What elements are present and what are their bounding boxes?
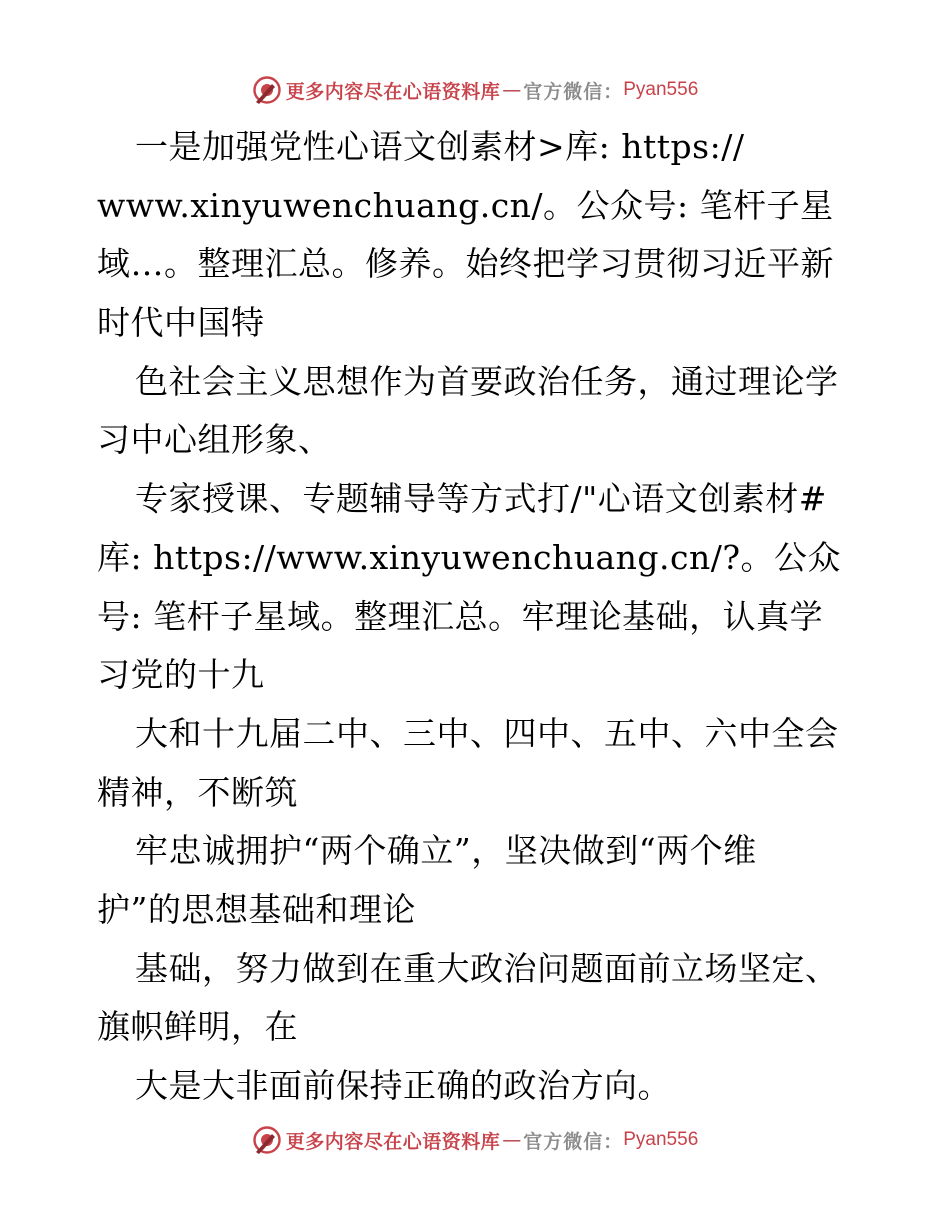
text-line: 精神，不断筑	[97, 772, 298, 812]
text-line: 专家授课、专题辅导等方式打/"心语文创素材#	[135, 479, 827, 519]
text-line: 域…。整理汇总。修养。始终把学习贯彻习近平新	[97, 244, 834, 284]
text-line: 护”的思想基础和理论	[97, 889, 416, 929]
footer-watermark	[0, 1120, 950, 1160]
text-line: 色社会主义思想作为首要政治任务，通过理论学	[135, 361, 839, 401]
text-line: 牢忠诚拥护“两个确立”，坚决做到“两个维	[135, 831, 757, 871]
text-line: 时代中国特	[97, 303, 265, 343]
text-line: 基础，努力做到在重大政治问题面前立场坚定、	[135, 948, 839, 988]
text-line: 号: 笔杆子星域。整理汇总。牢理论基础，认真学	[97, 596, 824, 636]
watermark-account: Pyan556	[623, 1129, 699, 1150]
text-line: 一是加强党性心语文创素材>库: https://	[135, 127, 745, 166]
watermark-site-text: 更多内容尽在心语资料库	[285, 1130, 501, 1153]
watermark-account: Pyan556	[623, 79, 699, 100]
quill-logo-icon	[252, 1125, 282, 1155]
text-line: 库: https://www.xinyuwenchuang.cn/?。公众	[97, 537, 842, 577]
text-line: 习中心组形象、	[97, 420, 332, 460]
watermark-site-text: 更多内容尽在心语资料库	[285, 80, 501, 103]
watermark-dash: —	[502, 79, 522, 101]
watermark-dash: —	[502, 1129, 522, 1151]
quill-logo-icon	[252, 75, 282, 105]
text-line: www.xinyuwenchuang.cn/。公众号: 笔杆子星	[97, 185, 834, 225]
text-line: 习党的十九	[97, 655, 265, 695]
watermark-official-text: 官方微信：	[523, 80, 624, 103]
document-body	[97, 118, 867, 1116]
text-line: 大和十九届二中、三中、四中、五中、六中全会	[135, 713, 839, 753]
text-line: 大是大非面前保持正确的政治方向。	[135, 1066, 671, 1105]
header-watermark	[0, 70, 950, 110]
text-line: 旗帜鲜明，在	[97, 1007, 298, 1047]
watermark-official-text: 官方微信：	[523, 1130, 624, 1153]
